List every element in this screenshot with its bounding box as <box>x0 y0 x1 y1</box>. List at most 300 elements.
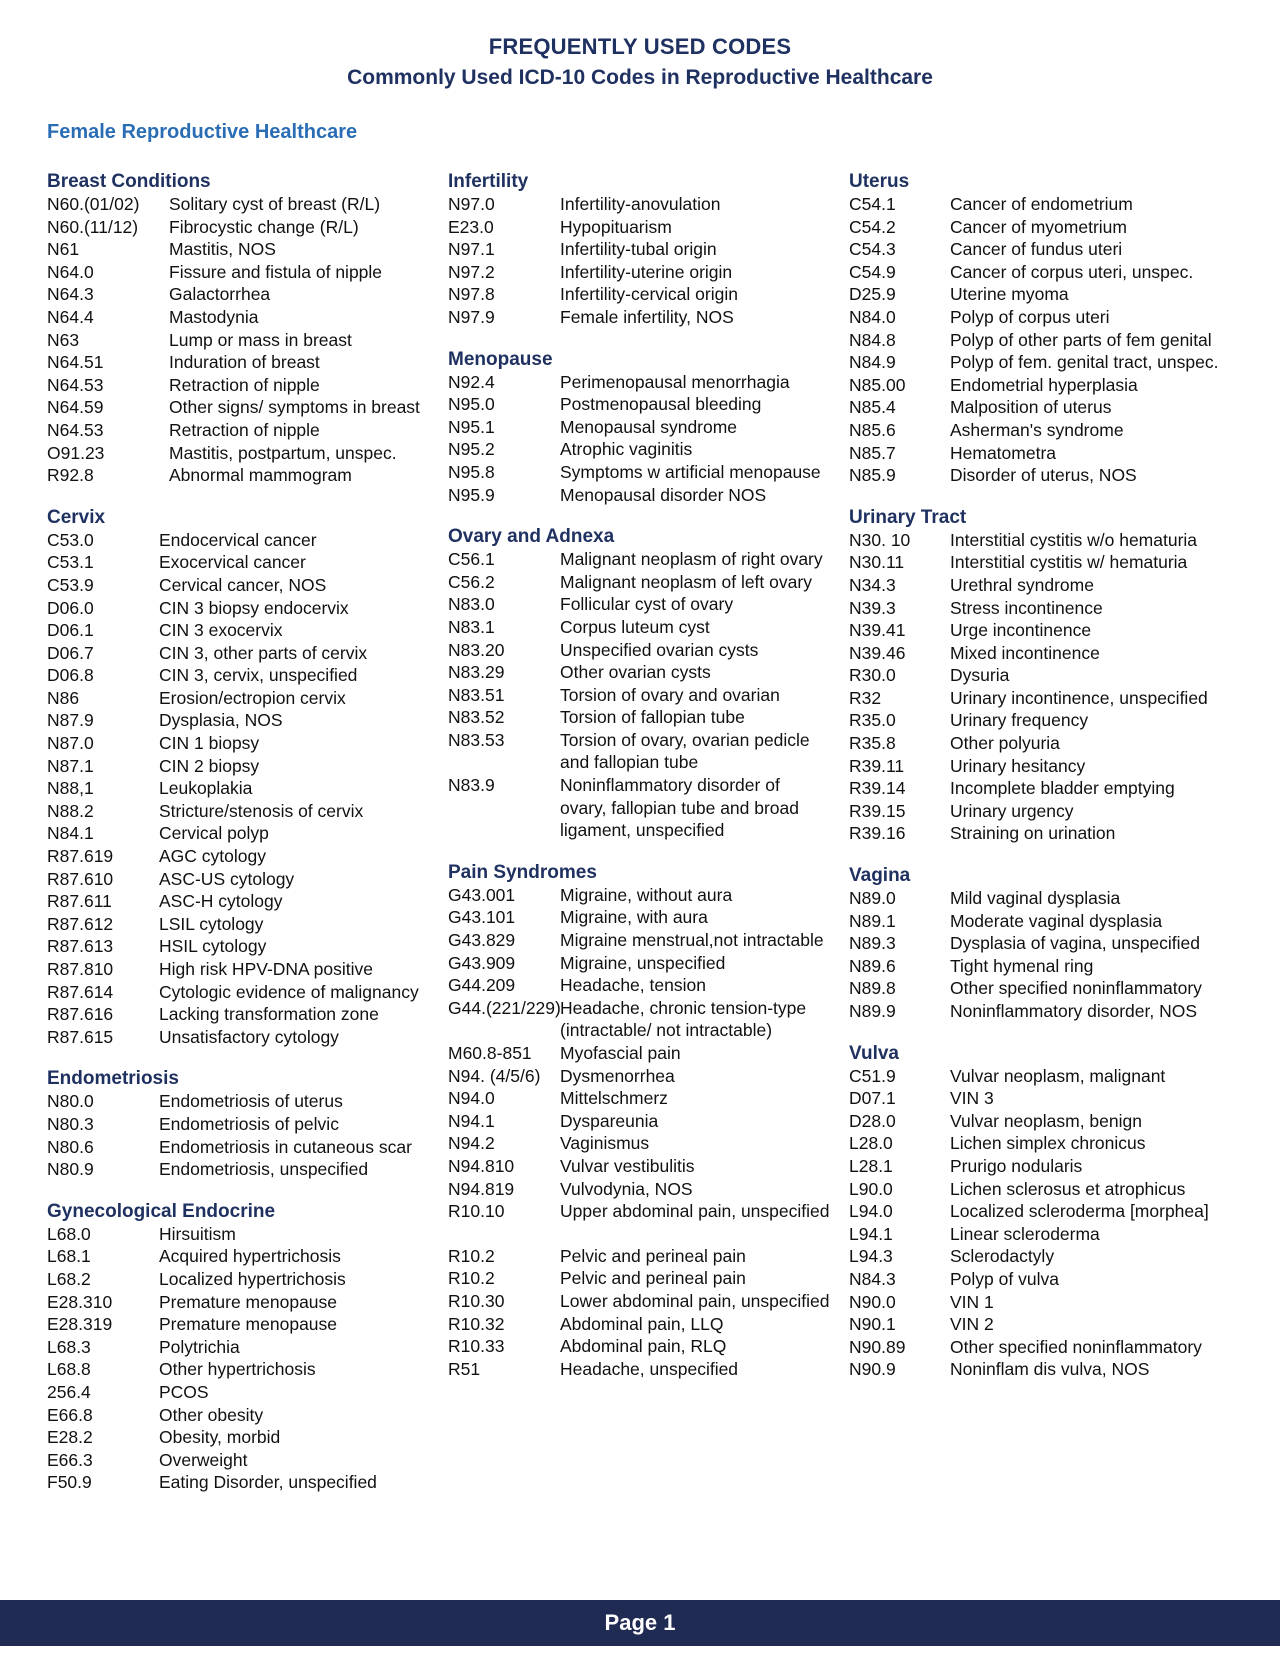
code-row <box>849 396 1239 419</box>
section-title: Ovary and Adnexa <box>448 526 615 548</box>
code-section <box>47 506 437 1049</box>
icd-code: N92.4 <box>448 371 495 392</box>
code-description: Fibrocystic change (R/L) <box>169 216 359 237</box>
icd-code: N80.3 <box>47 1113 94 1134</box>
icd-code: C56.1 <box>448 549 495 570</box>
icd-code: N95.1 <box>448 416 495 437</box>
icd-code: L68.8 <box>47 1359 91 1380</box>
icd-code: N89.0 <box>849 888 896 909</box>
icd-code: N95.9 <box>448 484 495 505</box>
code-row <box>849 597 1239 620</box>
icd-code: C51.9 <box>849 1065 896 1086</box>
code-row <box>47 755 437 778</box>
code-description: Menopausal syndrome <box>560 416 738 437</box>
code-row <box>448 1200 838 1223</box>
icd-code: N94. (4/5/6) <box>448 1065 541 1086</box>
code-description: Pelvic and perineal pain <box>560 1245 746 1266</box>
section-title: Menopause <box>448 348 553 370</box>
code-description: PCOS <box>159 1381 209 1402</box>
icd-code: D06.8 <box>47 665 94 686</box>
icd-code: N89.8 <box>849 978 896 999</box>
code-row <box>47 1449 437 1472</box>
icd-code: R87.619 <box>47 846 114 867</box>
code-row <box>47 642 437 665</box>
icd-code: N83.0 <box>448 594 495 615</box>
code-description: Abdominal pain, RLQ <box>560 1336 727 1357</box>
code-description: Premature menopause <box>159 1291 338 1312</box>
code-description: Noninflammatory disorder of ovary, fallopian tube and broad ligament, unspecified <box>560 775 800 841</box>
icd-code: N84.8 <box>849 329 896 350</box>
code-row <box>448 1178 838 1201</box>
code-description: Dysmenorrhea <box>560 1065 675 1086</box>
icd-code: R10.10 <box>448 1201 505 1222</box>
code-row <box>849 216 1239 239</box>
code-row <box>47 1336 437 1359</box>
icd-code: N84.1 <box>47 823 94 844</box>
code-section <box>47 170 437 487</box>
column-1 <box>47 170 437 1513</box>
icd-code: C53.9 <box>47 574 94 595</box>
section-title: Urinary Tract <box>849 506 967 528</box>
code-row <box>448 593 838 616</box>
code-row <box>448 1245 838 1268</box>
code-description: Infertility-uterine origin <box>560 261 733 282</box>
code-row <box>448 1313 838 1336</box>
code-description: Infertility-anovulation <box>560 194 721 214</box>
code-row <box>849 1178 1239 1201</box>
code-description: Torsion of fallopian tube <box>560 707 745 728</box>
code-row <box>448 193 838 216</box>
code-description: Dysplasia, NOS <box>159 710 283 731</box>
code-description: Endometriosis of uterus <box>159 1091 343 1112</box>
icd-code: C54.9 <box>849 261 896 282</box>
code-description: Galactorrhea <box>169 284 271 305</box>
code-row <box>47 687 437 710</box>
icd-code: N61 <box>47 239 80 260</box>
code-description: VIN 1 <box>950 1291 994 1312</box>
code-row <box>448 416 838 439</box>
code-description: Migraine, unspecified <box>560 952 726 973</box>
icd-code: R10.2 <box>448 1268 495 1289</box>
code-row <box>47 529 437 552</box>
icd-code: N90.0 <box>849 1291 896 1312</box>
code-description: Mastitis, postpartum, unspec. <box>169 442 397 463</box>
code-row <box>47 664 437 687</box>
icd-code: L28.0 <box>849 1133 893 1154</box>
code-description: Noninflam dis vulva, NOS <box>950 1359 1150 1380</box>
icd-code: L68.2 <box>47 1268 91 1289</box>
code-description: Fissure and fistula of nipple <box>169 261 383 282</box>
icd-code: E23.0 <box>448 216 494 237</box>
code-section <box>448 525 838 842</box>
code-description: VIN 2 <box>950 1314 994 1335</box>
code-description: Vulvar neoplasm, malignant <box>950 1065 1166 1086</box>
icd-code: G44.209 <box>448 975 516 996</box>
code-row <box>47 777 437 800</box>
code-description: Hypopituarism <box>560 216 672 237</box>
code-row <box>47 1158 437 1181</box>
section-title: Infertility <box>448 171 529 192</box>
code-row <box>849 777 1239 800</box>
page-footer <box>0 1600 1280 1646</box>
code-row <box>448 306 838 329</box>
icd-code: N97.2 <box>448 261 495 282</box>
code-description: Other ovarian cysts <box>560 662 711 683</box>
code-description: Cytologic evidence of malignancy <box>159 981 419 1002</box>
column-2 <box>448 170 838 1399</box>
icd-code: R35.0 <box>849 710 896 731</box>
code-row <box>849 419 1239 442</box>
code-description: Abdominal pain, LLQ <box>560 1313 724 1334</box>
code-description: Pelvic and perineal pain <box>560 1268 746 1289</box>
icd-code: D25.9 <box>849 284 896 305</box>
page-title: FREQUENTLY USED CODES <box>488 34 792 59</box>
code-description: Headache, unspecified <box>560 1358 739 1379</box>
icd-code: R87.614 <box>47 981 114 1002</box>
code-row <box>47 732 437 755</box>
code-row <box>47 216 437 239</box>
icd-code: N83.52 <box>448 707 505 728</box>
code-row <box>849 800 1239 823</box>
icd-code: L68.3 <box>47 1336 91 1357</box>
icd-code: R87.612 <box>47 913 114 934</box>
icd-code: N83.51 <box>448 684 505 705</box>
code-row <box>448 261 838 284</box>
code-row <box>448 774 838 842</box>
code-row <box>849 664 1239 687</box>
icd-code: N88,1 <box>47 778 94 799</box>
icd-code: N97.9 <box>448 306 495 327</box>
code-row <box>448 997 838 1042</box>
code-row <box>849 551 1239 574</box>
code-description: Headache, chronic tension-type (intractable/ not intractable) <box>560 997 807 1041</box>
code-row <box>448 438 838 461</box>
code-description: Stress incontinence <box>950 597 1103 618</box>
code-row <box>849 464 1239 487</box>
icd-code: N85.7 <box>849 442 896 463</box>
code-description: Unspecified ovarian cysts <box>560 639 759 660</box>
code-description: Linear scleroderma <box>950 1223 1100 1244</box>
code-description: Atrophic vaginitis <box>560 439 693 460</box>
icd-code: N63 <box>47 329 80 350</box>
icd-code: E28.319 <box>47 1314 113 1335</box>
code-description: Dyspareunia <box>560 1110 659 1131</box>
page-header <box>0 34 1280 90</box>
code-row <box>849 1223 1239 1246</box>
code-description: Cancer of corpus uteri, unspec. <box>950 261 1194 282</box>
code-row <box>849 1155 1239 1178</box>
code-description: High risk HPV-DNA positive <box>159 959 373 979</box>
icd-code: N80.9 <box>47 1159 94 1180</box>
icd-code: C53.0 <box>47 529 94 550</box>
icd-code: D06.1 <box>47 620 94 641</box>
code-row <box>47 374 437 397</box>
code-row <box>849 1313 1239 1336</box>
icd-code: L94.0 <box>849 1201 893 1222</box>
code-row <box>849 709 1239 732</box>
code-row <box>47 958 437 981</box>
code-row <box>849 1087 1239 1110</box>
code-row <box>448 461 838 484</box>
icd-code: N89.1 <box>849 910 896 931</box>
icd-code: N39.3 <box>849 597 896 618</box>
icd-code: R87.615 <box>47 1026 114 1047</box>
code-section <box>47 1067 437 1180</box>
icd-code: R39.15 <box>849 800 906 821</box>
icd-code: N87.1 <box>47 755 94 776</box>
code-row <box>47 574 437 597</box>
icd-code: E28.310 <box>47 1291 113 1312</box>
code-row <box>849 261 1239 284</box>
icd-code: M60.8-851 <box>448 1043 532 1063</box>
code-row <box>47 306 437 329</box>
code-description: Urinary incontinence, unspecified <box>950 687 1208 708</box>
code-description: Endometrial hyperplasia <box>950 374 1138 395</box>
icd-code: N83.53 <box>448 729 505 750</box>
code-row <box>448 729 838 774</box>
icd-code: N97.1 <box>448 239 495 260</box>
icd-code: R10.2 <box>448 1245 495 1266</box>
code-row <box>47 551 437 574</box>
code-row <box>448 548 838 571</box>
icd-code: N83.20 <box>448 639 505 660</box>
code-description: Malposition of uterus <box>950 397 1112 418</box>
code-description: Obesity, morbid <box>159 1427 281 1448</box>
icd-code: L68.1 <box>47 1246 91 1267</box>
code-row <box>448 1223 838 1245</box>
code-row <box>47 464 437 487</box>
code-description: Dysplasia of vagina, unspecified <box>950 933 1201 954</box>
icd-code: N88.2 <box>47 800 94 821</box>
code-row <box>849 283 1239 306</box>
code-row <box>448 1358 838 1381</box>
code-description: HSIL cytology <box>159 936 267 957</box>
icd-code: R10.30 <box>448 1290 505 1311</box>
icd-code: R87.616 <box>47 1004 114 1025</box>
code-description: Lacking transformation zone <box>159 1004 379 1025</box>
code-description: Induration of breast <box>169 352 320 373</box>
icd-code: L68.0 <box>47 1223 91 1244</box>
code-description: Lower abdominal pain, unspecified <box>560 1290 830 1311</box>
code-row <box>47 1223 437 1246</box>
code-description: Myofascial pain <box>560 1043 681 1063</box>
code-description: Cancer of endometrium <box>950 194 1133 214</box>
icd-code: N80.6 <box>47 1136 94 1157</box>
code-row <box>448 216 838 239</box>
code-row <box>448 1155 838 1178</box>
code-row <box>47 261 437 284</box>
code-description: Lump or mass in breast <box>169 329 352 350</box>
icd-code: N85.6 <box>849 419 896 440</box>
icd-code: R39.11 <box>849 755 905 776</box>
category-heading: Female Reproductive Healthcare <box>47 121 358 143</box>
icd-code: N39.46 <box>849 642 906 663</box>
section-title: Endometriosis <box>47 1068 179 1090</box>
code-description: CIN 3 exocervix <box>159 620 283 641</box>
code-row <box>849 1200 1239 1223</box>
code-description: Incomplete bladder emptying <box>950 778 1175 799</box>
code-description: Polytrichia <box>159 1336 240 1357</box>
code-row <box>448 974 838 997</box>
code-section <box>849 1042 1239 1381</box>
code-row <box>849 351 1239 374</box>
code-description: Disorder of uterus, NOS <box>950 465 1137 486</box>
icd-code: N97.8 <box>448 284 495 305</box>
code-description: Vulvar vestibulitis <box>560 1155 695 1176</box>
code-row <box>849 1358 1239 1381</box>
icd-code: N64.59 <box>47 397 104 418</box>
code-row <box>47 442 437 465</box>
code-row <box>849 238 1239 261</box>
icd-code: G43.001 <box>448 884 516 905</box>
icd-code: R39.16 <box>849 823 906 844</box>
code-row <box>47 1003 437 1026</box>
code-description: Premature menopause <box>159 1314 338 1335</box>
code-row <box>849 932 1239 955</box>
code-row <box>849 1110 1239 1133</box>
code-row <box>849 687 1239 710</box>
icd-code: L28.1 <box>849 1155 893 1176</box>
code-description: Corpus luteum cyst <box>560 616 710 637</box>
code-row <box>47 1404 437 1427</box>
code-description: Other obesity <box>159 1404 264 1425</box>
code-row <box>448 616 838 639</box>
code-row <box>47 351 437 374</box>
icd-code: N85.4 <box>849 397 896 418</box>
code-section <box>448 861 838 1380</box>
icd-code: N64.4 <box>47 306 94 327</box>
icd-code: N85.9 <box>849 465 896 486</box>
icd-code: 256.4 <box>47 1381 91 1402</box>
code-description: Urinary frequency <box>950 710 1089 731</box>
code-description: Hirsuitism <box>159 1223 236 1244</box>
code-row <box>47 935 437 958</box>
code-row <box>448 283 838 306</box>
code-row <box>47 709 437 732</box>
code-row <box>448 393 838 416</box>
icd-code: N86 <box>47 687 80 708</box>
icd-code: L90.0 <box>849 1178 893 1199</box>
code-row <box>849 529 1239 552</box>
code-row <box>47 868 437 891</box>
icd-code: N83.1 <box>448 616 495 637</box>
code-row <box>448 1290 838 1313</box>
icd-code: N84.9 <box>849 352 896 373</box>
code-row <box>47 396 437 419</box>
code-row <box>47 981 437 1004</box>
icd-code: N90.89 <box>849 1336 906 1357</box>
icd-code: G43.909 <box>448 952 516 973</box>
code-section <box>849 170 1239 487</box>
icd-code: D06.7 <box>47 642 94 663</box>
icd-code: R87.613 <box>47 936 114 957</box>
page-subtitle: Commonly Used ICD-10 Codes in Reproductive Healthcare <box>347 66 933 89</box>
code-row <box>47 800 437 823</box>
icd-code: N84.3 <box>849 1268 896 1289</box>
code-description: AGC cytology <box>159 846 266 867</box>
section-title: Pain Syndromes <box>448 861 597 883</box>
code-description: CIN 3, cervix, unspecified <box>159 665 358 686</box>
icd-code <box>448 1223 560 1245</box>
icd-code: N64.53 <box>47 374 104 395</box>
code-description: Other polyuria <box>950 733 1060 754</box>
code-description: Moderate vaginal dysplasia <box>950 910 1163 931</box>
code-description: Eating Disorder, unspecified <box>159 1472 377 1493</box>
code-row <box>448 929 838 952</box>
code-description: Mild vaginal dysplasia <box>950 888 1121 909</box>
section-title: Vulva <box>849 1042 899 1064</box>
icd-code: G44.(221/229) <box>448 997 561 1018</box>
code-row <box>47 1426 437 1449</box>
code-description: Polyp of corpus uteri <box>950 306 1110 327</box>
code-description: Cervical cancer, NOS <box>159 574 327 595</box>
icd-code: R92.8 <box>47 465 94 486</box>
code-description: Cancer of myometrium <box>950 216 1127 237</box>
icd-code: R87.810 <box>47 959 114 979</box>
icd-code: E66.8 <box>47 1404 93 1425</box>
icd-code: N83.9 <box>448 775 495 796</box>
code-row <box>47 1136 437 1159</box>
code-description: Leukoplakia <box>159 778 253 799</box>
code-description: Mixed incontinence <box>950 642 1100 663</box>
code-row <box>849 642 1239 665</box>
code-row <box>849 1291 1239 1314</box>
icd-code: N34.3 <box>849 574 896 595</box>
icd-code: C54.2 <box>849 216 896 237</box>
icd-code: C54.3 <box>849 239 896 260</box>
code-description: Localized hypertrichosis <box>159 1268 346 1289</box>
code-row <box>849 887 1239 910</box>
code-section <box>448 170 838 329</box>
code-description: Uterine myoma <box>950 284 1069 305</box>
code-description: Female infertility, NOS <box>560 306 734 327</box>
code-description: Endometriosis in cutaneous scar <box>159 1136 412 1157</box>
code-description: Other specified noninflammatory <box>950 1336 1202 1357</box>
code-row <box>849 306 1239 329</box>
code-row <box>849 822 1239 845</box>
code-description: Sclerodactyly <box>950 1246 1055 1267</box>
code-row <box>47 1358 437 1381</box>
code-description: Postmenopausal bleeding <box>560 394 762 415</box>
code-description: Other specified noninflammatory <box>950 978 1202 999</box>
code-description: Mastitis, NOS <box>169 239 276 260</box>
icd-code: N94.0 <box>448 1088 495 1109</box>
code-row <box>448 1267 838 1290</box>
icd-code: N94.819 <box>448 1178 515 1199</box>
icd-code: R32 <box>849 687 882 708</box>
icd-code: N87.9 <box>47 710 94 731</box>
code-description: Noninflammatory disorder, NOS <box>950 1001 1198 1021</box>
code-description: Vaginismus <box>560 1133 650 1154</box>
code-description: Localized scleroderma [morphea] <box>950 1201 1209 1222</box>
icd-code: G43.829 <box>448 930 516 951</box>
code-row <box>47 822 437 845</box>
code-description: Urge incontinence <box>950 620 1092 641</box>
icd-code: N80.0 <box>47 1091 94 1112</box>
code-row <box>849 1000 1239 1023</box>
code-description: ASC-H cytology <box>159 891 283 912</box>
code-description: Perimenopausal menorrhagia <box>560 371 790 392</box>
code-description: Infertility-tubal origin <box>560 239 717 260</box>
code-description: Interstitial cystitis w/ hematuria <box>950 552 1188 573</box>
code-row <box>448 906 838 929</box>
code-description: CIN 2 biopsy <box>159 755 260 776</box>
code-description: Endometriosis of pelvic <box>159 1113 339 1134</box>
code-description: CIN 1 biopsy <box>159 733 260 754</box>
code-row <box>849 732 1239 755</box>
code-section <box>47 1200 437 1494</box>
icd-code: R35.8 <box>849 733 896 754</box>
